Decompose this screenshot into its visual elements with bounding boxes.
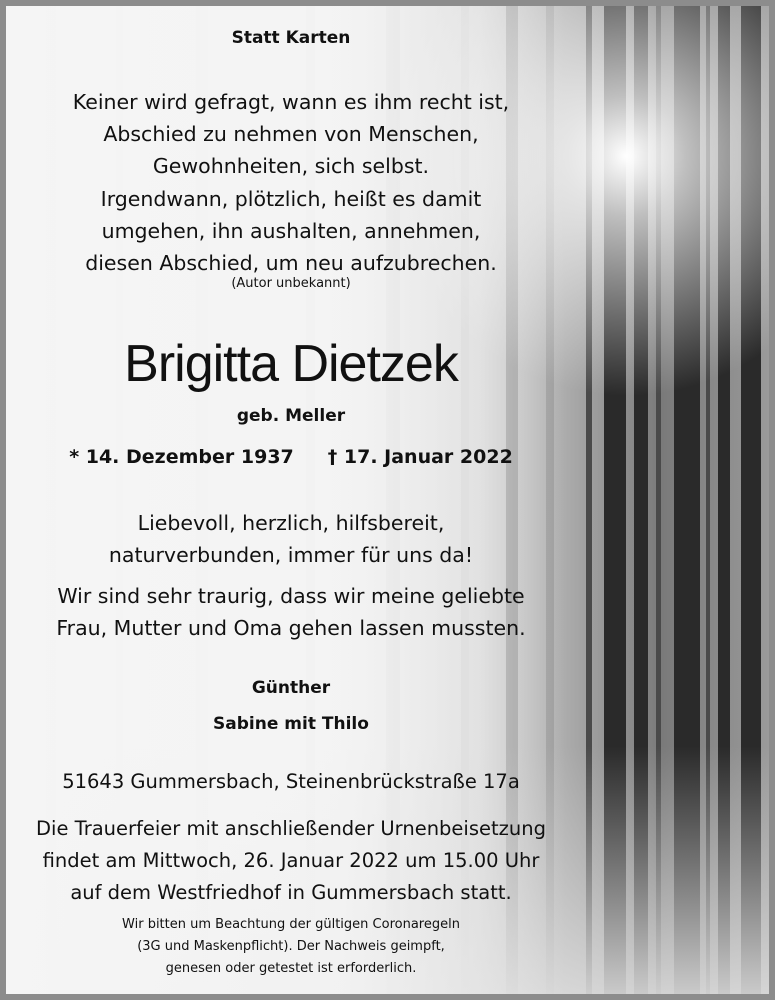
birth-date: * 14. Dezember 1937 [69,446,294,468]
corona-line: genesen oder getestet ist erforderlich. [165,961,417,976]
funeral-line: auf dem Westfriedhof in Gummersbach statt. [70,881,512,904]
poem-line: umgehen, ihn aushalten, annehmen, [101,218,481,243]
sorrow-text [26,580,556,644]
poem-line: Keiner wird gefragt, wann es ihm recht ist, [72,90,510,114]
sorrow-line: Wir sind sehr traurig, dass wir meine geliebte [57,584,525,608]
poem [26,86,556,279]
corona-line: Wir bitten um Beachtung der gültigen Coronaregeln [122,917,460,932]
mourner-name: Sabine mit Thilo [213,714,369,734]
address: 51643 Gummersbach, Steinenbrückstraße 17a [62,770,520,793]
sorrow-line: Frau, Mutter und Oma gehen lassen mussten. [56,616,526,640]
header-text: Statt Karten [231,28,351,48]
poem-line: Irgendwann, plötzlich, heißt es damit [100,186,482,211]
poem-line: Gewohnheiten, sich selbst. [152,154,430,179]
tribute-text [26,507,556,571]
birth-name: geb. Meller [236,406,346,426]
life-dates [26,446,556,468]
poem-line: Abschied zu nehmen von Menschen, [103,122,479,147]
funeral-info [26,813,556,909]
death-date: † 17. Januar 2022 [327,446,513,468]
tribute-line: Liebevoll, herzlich, hilfsbereit, [137,511,445,535]
corona-notice [26,914,556,980]
poem-line: diesen Abschied, um neu aufzubrechen. [85,251,497,276]
obituary-card [6,6,769,994]
funeral-line: findet am Mittwoch, 26. Januar 2022 um 15.00 Uhr [42,849,540,872]
mourner-name: Günther [251,678,331,698]
deceased-name: Brigitta Dietzek [124,335,458,393]
corona-line: (3G und Maskenpflicht). Der Nachweis geimpft, [137,939,445,954]
tribute-line: naturverbunden, immer für uns da! [108,543,474,567]
poem-author: (Autor unbekannt) [231,276,351,291]
funeral-line: Die Trauerfeier mit anschließender Urnenbeisetzung [36,817,546,840]
